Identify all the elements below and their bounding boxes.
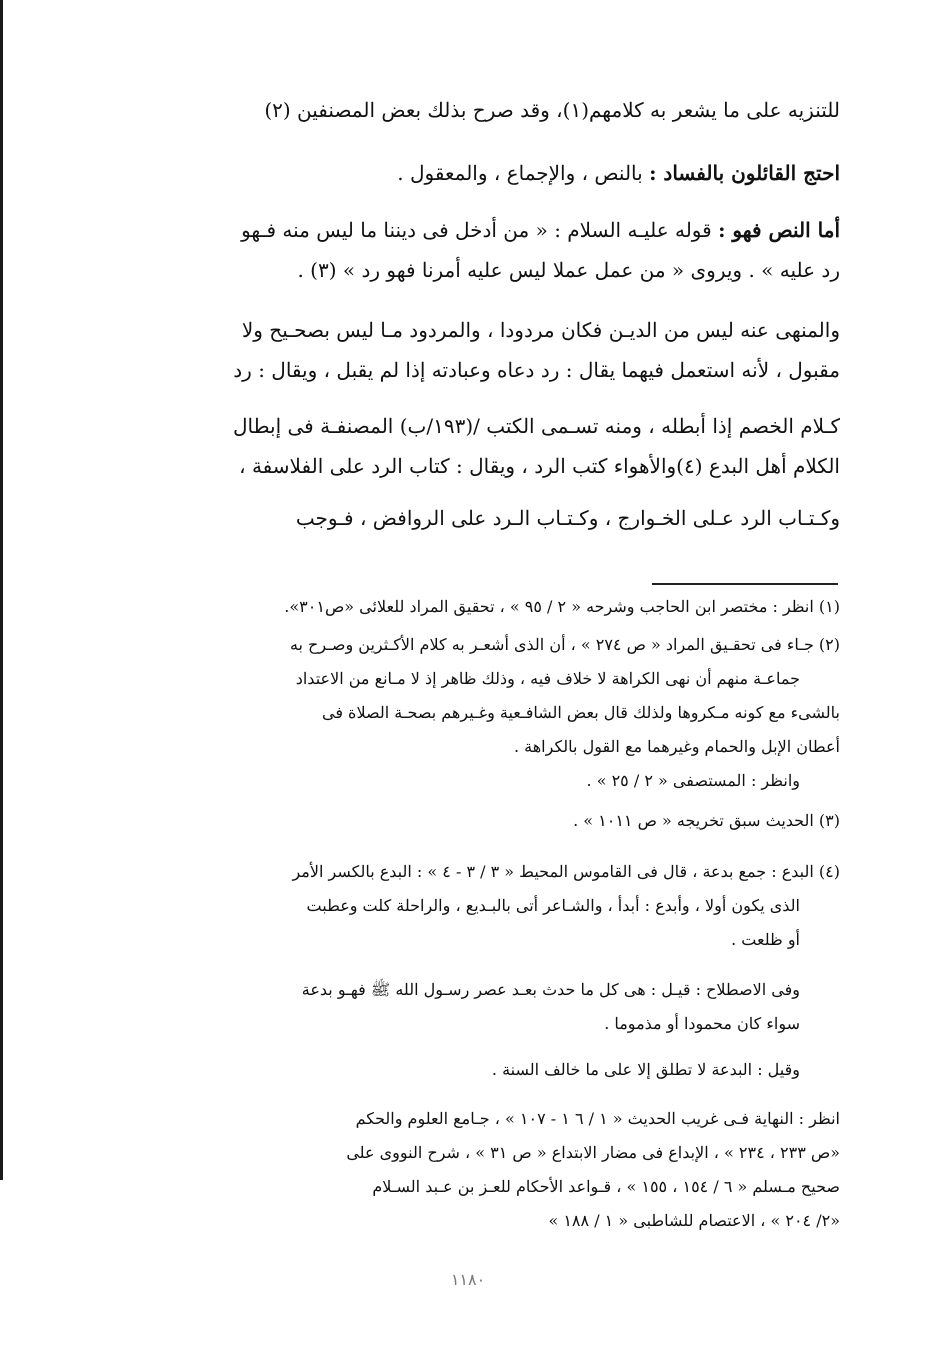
section-lead: أما النص فهو : bbox=[718, 218, 840, 242]
body-line: والمنهى عنه ليس من الديـن فكان مردودا ، والمردود مـا ليس بصحـيح ولا bbox=[241, 318, 840, 342]
section-lead: احتج القائلون بالفساد : bbox=[649, 161, 840, 185]
footnote-line: بالشىء مع كونه مـكروها ولذلك قال بعض الشافـعية وغـيرهم بصحـة الصلاة فى bbox=[321, 703, 840, 722]
footnote-line: سواء كان محمودا أو مذموما . bbox=[604, 1014, 800, 1033]
body-line: مقبول ، لأنه استعمل فيهما يقال : رد دعاه وعبادته إذا لم يقبل ، ويقال : رد bbox=[233, 358, 840, 382]
footnote-line: انظر : النهاية فـى غريب الحديث « ١ / ٦ ١ - ١٠٧ » ، جـامع العلوم والحكم bbox=[355, 1109, 840, 1128]
footnote-line: الذى يكون أولا ، وأبدع : أبدأ ، والشـاعر أتى بالبـديع ، والراحلة كلت وعطبت bbox=[306, 896, 800, 915]
body-line: أما النص فهو : قوله عليـه السلام : « من أدخل فى ديننا ما ليس منه فـهو bbox=[241, 218, 840, 242]
body-line: كـلام الخصم إذا أبطله ، ومنه تسـمى الكتب /(١٩٣/ب) المصنفـة فى إبطال bbox=[232, 414, 840, 438]
footnote-line: (٤) البدع : جمع بدعة ، قال فى القاموس المحيط « ٣ / ٣ - ٤ » : البدع بالكسر الأمر bbox=[292, 862, 840, 881]
footnote-line: صحيح مـسلم « ٦ / ١٥٤ ، ١٥٥ » ، قـواعد الأحكام للعـز بن عـبد السـلام bbox=[372, 1177, 840, 1196]
body-line: رد عليه » . ويروى « من عمل عملا ليس عليه أمرنا فهو رد » (٣) . bbox=[297, 258, 840, 282]
footnote-line: «ص ٢٣٣ ، ٢٣٤ » ، الإبداع فى مضار الابتداع « ص ٣١ » ، شرح النووى على bbox=[346, 1143, 840, 1162]
footnote-line: وقيل : البدعة لا تطلق إلا على ما خالف السنة . bbox=[491, 1060, 800, 1079]
footnote-separator bbox=[652, 583, 838, 585]
scan-edge-rule bbox=[0, 0, 3, 1180]
body-line: الكلام أهل البدع (٤)والأهواء كتب الرد ، ويقال : كتاب الرد على الفلاسفة ، bbox=[239, 454, 840, 478]
body-line: وكـتـاب الرد عـلى الخـوارج ، وكـتـاب الـرد على الروافض ، فـوجب bbox=[295, 506, 840, 530]
footnote-line: (١) انظر : مختصر ابن الحاجب وشرحه « ٢ / ٩٥ » ، تحقيق المراد للعلائى «ص٣٠١». bbox=[284, 597, 840, 616]
footnote-line: (٢) جـاء فى تحقـيق المراد « ص ٢٧٤ » ، أن الذى أشعـر به كلام الأكـثرين وصـرح به bbox=[289, 635, 840, 654]
footnote-line: وفى الاصطلاح : قيـل : هى كل ما حدث بعـد عصر رسـول الله ﷺ فهـو بدعة bbox=[301, 980, 800, 999]
footnote-line: أعطان الإبل والحمام وغيرهما مع القول بالكراهة . bbox=[513, 737, 840, 756]
footnote-line: وانظر : المستصفى « ٢ / ٢٥ » . bbox=[586, 771, 800, 790]
footnote-line: (٣) الحديث سبق تخريجه « ص ١٠١١ » . bbox=[573, 811, 840, 830]
footnote-line: أو ظلعت . bbox=[731, 930, 800, 949]
footnote-line: جماعـة منهم أن نهى الكراهة لا خلاف فيه ، وذلك ظاهر إذ لا مـانع من الاعتداد bbox=[295, 669, 800, 688]
body-line: للتنزيه على ما يشعر به كلامهم(١)، وقد صرح بذلك بعض المصنفين (٢) bbox=[264, 98, 840, 122]
page-number: ١١٨٠ bbox=[450, 1270, 486, 1289]
body-line: احتج القائلون بالفساد : بالنص ، والإجماع ، والمعقول . bbox=[397, 161, 840, 185]
footnote-line: «٢/ ٢٠٤ » ، الاعتصام للشاطبى « ١ / ١٨٨ » bbox=[548, 1211, 840, 1230]
